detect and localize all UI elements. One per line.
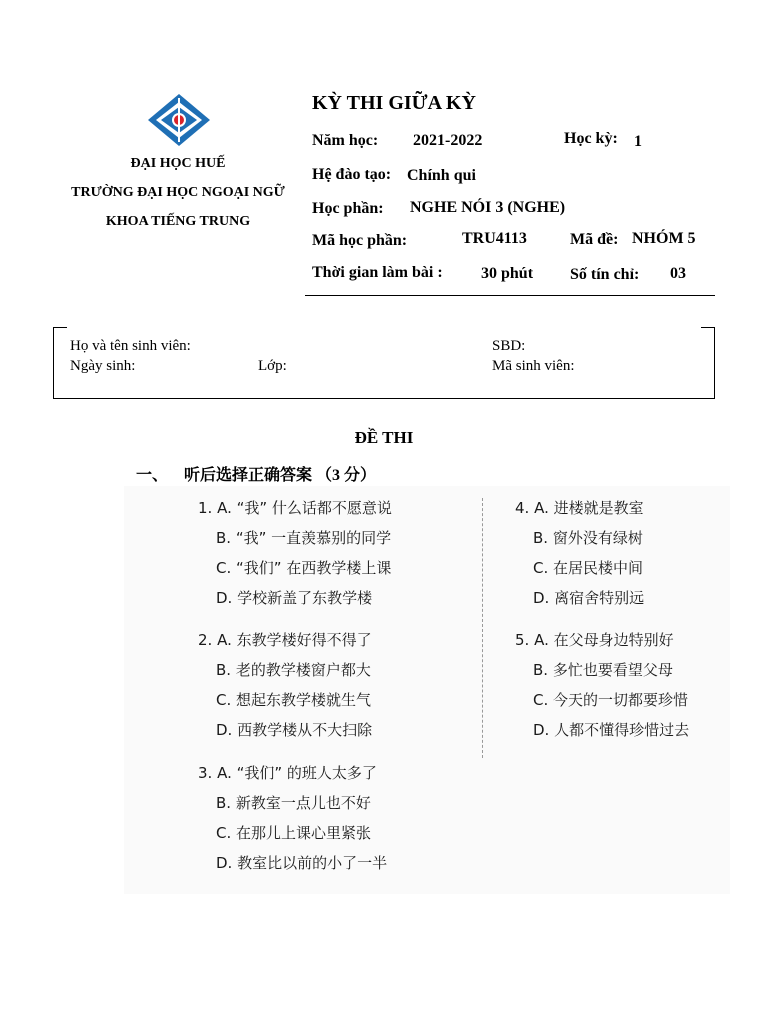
section-title: 听后选择正确答案 （3 分） (184, 467, 377, 484)
question-5-option-a: 5. A. 在父母身边特别好 (515, 631, 674, 649)
student-id-label: Mã sinh viên: (492, 358, 575, 374)
question-1-option-a: 1. A. “我” 什么话都不愿意说 (198, 499, 392, 517)
exam-code-value: NHÓM 5 (632, 230, 696, 247)
question-3-option-d: D. 教室比以前的小了一半 (216, 854, 388, 872)
section-number: 一、 (136, 467, 169, 484)
credits-label: Số tín chỉ: (570, 266, 640, 283)
exam-title: KỲ THI GIỮA KỲ (312, 92, 476, 114)
faculty-name: KHOA TIẾNG TRUNG (105, 214, 251, 229)
question-3-option-a: 3. A. “我们” 的班人太多了 (198, 764, 377, 782)
question-5-option-c: C. 今天的一切都要珍惜 (533, 691, 689, 709)
year-label: Năm học: (312, 132, 379, 149)
dob-label: Ngày sinh: (70, 358, 136, 374)
header-divider (305, 295, 715, 296)
column-divider (482, 498, 483, 758)
question-3-option-c: C. 在那儿上课心里紧张 (216, 824, 372, 842)
question-1-option-b: B. “我” 一直羡慕别的同学 (216, 529, 392, 547)
program-label: Hệ đào tạo: (312, 166, 392, 183)
course-label: Học phần: (312, 200, 384, 217)
credits-value: 03 (670, 265, 686, 282)
duration-value: 30 phút (481, 265, 534, 282)
duration-label: Thời gian làm bài : (312, 264, 443, 281)
box-corner-right (701, 327, 715, 328)
year-value: 2021-2022 (413, 132, 483, 149)
question-4-option-d: D. 离宿舍特别远 (533, 589, 645, 607)
question-4-option-b: B. 窗外没有绿树 (533, 529, 643, 547)
student-name-label: Họ và tên sinh viên: (70, 338, 191, 354)
question-2-option-a: 2. A. 东教学楼好得不得了 (198, 631, 372, 649)
exam-code-label: Mã đề: (570, 231, 619, 248)
university-name: ĐẠI HỌC HUẾ (130, 156, 226, 171)
class-label: Lớp: (258, 358, 287, 374)
question-3-option-b: B. 新教室一点儿也不好 (216, 794, 371, 812)
question-2-option-c: C. 想起东教学楼就生气 (216, 691, 372, 709)
question-2-option-d: D. 西教学楼从不大扫除 (216, 721, 373, 739)
course-code-label: Mã học phần: (312, 232, 408, 249)
question-4-option-c: C. 在居民楼中间 (533, 559, 644, 577)
semester-label: Học kỳ: (564, 130, 618, 147)
question-5-option-d: D. 人都不懂得珍惜过去 (533, 721, 690, 739)
box-corner-left (53, 327, 67, 328)
section-heading (136, 462, 376, 485)
sbd-label: SBD: (492, 338, 526, 354)
course-value: NGHE NÓI 3 (NGHE) (410, 199, 566, 216)
school-name: TRƯỜNG ĐẠI HỌC NGOẠI NGỮ (71, 185, 285, 200)
course-code-value: TRU4113 (462, 230, 527, 247)
question-4-option-a: 4. A. 进楼就是教室 (515, 499, 644, 517)
semester-value: 1 (634, 133, 642, 150)
university-logo-icon (146, 92, 212, 148)
exam-heading: ĐỀ THI (354, 428, 414, 447)
question-1-option-c: C. “我们” 在西教学楼上课 (216, 559, 392, 577)
question-5-option-b: B. 多忙也要看望父母 (533, 661, 673, 679)
question-2-option-b: B. 老的教学楼窗户都大 (216, 661, 371, 679)
question-1-option-d: D. 学校新盖了东教学楼 (216, 589, 373, 607)
program-value: Chính qui (407, 167, 476, 184)
